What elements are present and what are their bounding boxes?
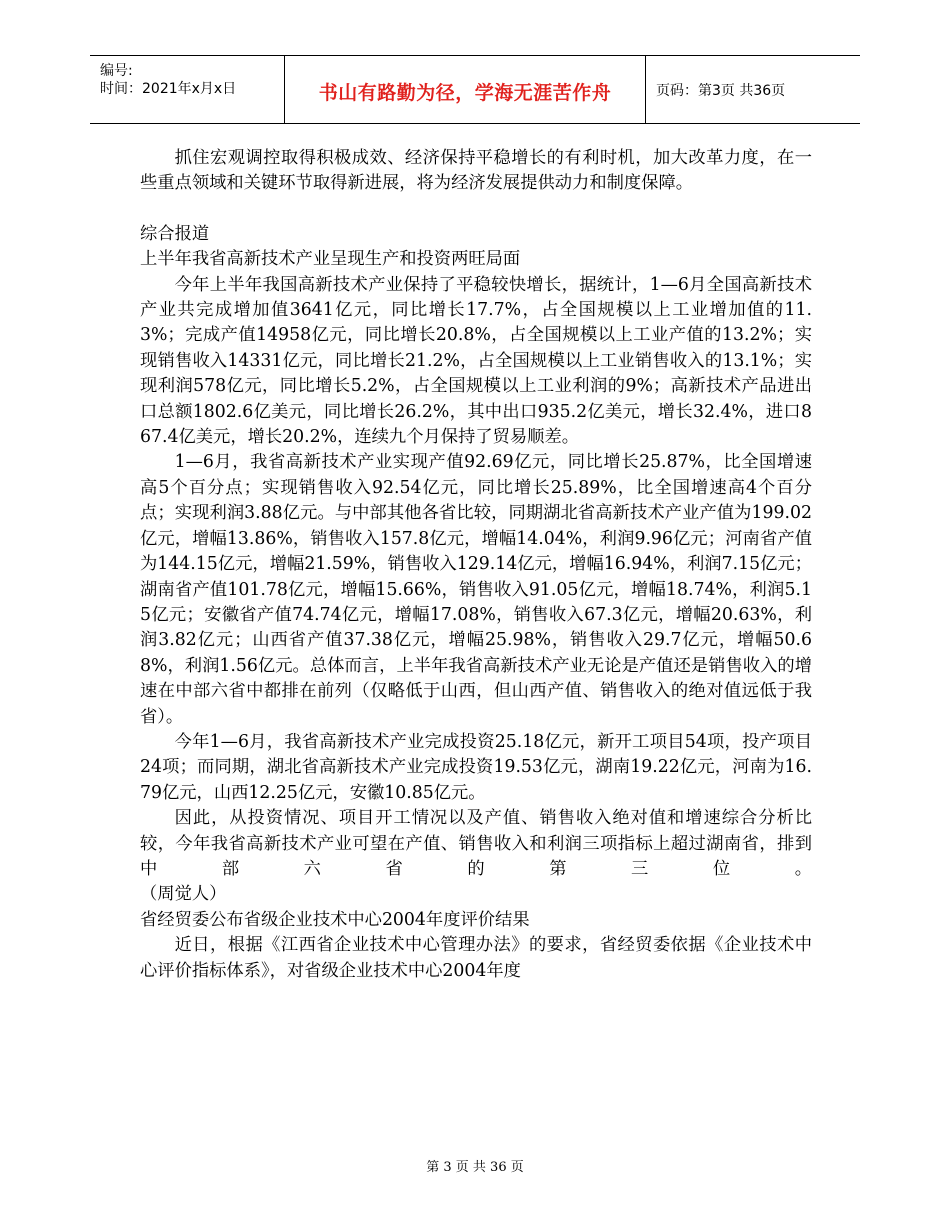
article-title-1: 上半年我省高新技术产业呈现生产和投资两旺局面 (140, 249, 521, 270)
article-title-2: 省经贸委公布省级企业技术中心2004年度评价结果 (140, 909, 530, 930)
paragraph-gap (140, 197, 812, 222)
header-meta (90, 56, 284, 123)
header-motto-cell (284, 56, 646, 123)
header-page-info: 页码：第3页 共36页 (656, 83, 786, 99)
intro-paragraph: 抓住宏观调控取得积极成效、经济保持平稳增长的有利时机，加大改革力度，在一些重点领域和关键环节取得新进展，将为经济发展提供动力和制度保障。 (140, 148, 812, 194)
document-body (140, 146, 812, 984)
page-header (90, 55, 860, 124)
article-1-paragraph-3: 今年1—6月，我省高新技术产业完成投资25.18亿元，新开工项目54项，投产项目24项；而同期，湖北省高新技术产业完成投资19.53亿元，湖南19.22亿元，河南为16.79亿元，山西12.25亿元，安徽10.85亿元。 (140, 731, 812, 803)
document-time-label: 时间：2021年x月x日 (100, 81, 237, 97)
article-1-paragraph-2: 1—6月，我省高新技术产业实现产值92.69亿元，同比增长25.87%，比全国增速高5个百分点；实现销售收入92.54亿元，同比增长25.89%，比全国增速高4个百分点；实现利润3.88亿元。与中部其他各省比较，同期湖北省高新技术产业产值为199.02亿元，增幅13.86%，销售收入157.8亿元，增幅14.04%，利润9.96亿元；河南省产值为144.15亿元，增幅21.59%，销售收入129.14亿元，增幅16.94%，利润7.15亿元；湖南省产值101.78亿元，增幅15.66%，销售收入91.05亿元，增幅18.74%，利润5.15亿元；安徽省产值74.74亿元，增幅17.08%，销售收入67.3亿元，增幅20.63%，利润3.82亿元；山西省产值37.38亿元，增幅25.98%，销售收入29.7亿元，增幅50.68%，利润1.56亿元。总体而言，上半年我省高新技术产业无论是产值还是销售收入的增速在中部六省中都排在前列（仅略低于山西，但山西产值、销售收入的绝对值远低于我省）。 (140, 452, 812, 727)
article-2-paragraph-1: 近日，根据《江西省企业技术中心管理办法》的要求，省经贸委依据《企业技术中心评价指标体系》，对省级企业技术中心2004年度 (140, 935, 812, 981)
document-number-label: 编号: (100, 63, 133, 79)
header-motto: 书山有路勤为径，学海无涯苦作舟 (318, 82, 612, 104)
article-1-paragraph-1: 今年上半年我国高新技术产业保持了平稳较快增长，据统计，1—6月全国高新技术产业共完成增加值3641亿元，同比增长17.7%，占全国规模以上工业增加值的11.3%；完成产值14958亿元，同比增长20.8%，占全国规模以上工业产值的13.2%；实现销售收入14331亿元，同比增长21.2%，占全国规模以上工业销售收入的13.1%；实现利润578亿元，同比增长5.2%，占全国规模以上工业利润的9%；高新技术产品进出口总额1802.6亿美元，同比增长26.2%，其中出口935.2亿美元，增长32.4%，进口867.4亿美元，增长20.2%，连续九个月保持了贸易顺差。 (140, 274, 812, 448)
article-1-author: （周觉人） (140, 884, 227, 905)
section-heading: 综合报道 (140, 223, 210, 244)
article-1-paragraph-4: 因此，从投资情况、项目开工情况以及产值、销售收入绝对值和增速综合分析比较，今年我省高新技术产业可望在产值、销售收入和利润三项指标上超过湖南省，排到中部六省的第三位。 (140, 808, 812, 879)
page-footer: 第 3 页 共 36 页 (426, 1160, 524, 1175)
